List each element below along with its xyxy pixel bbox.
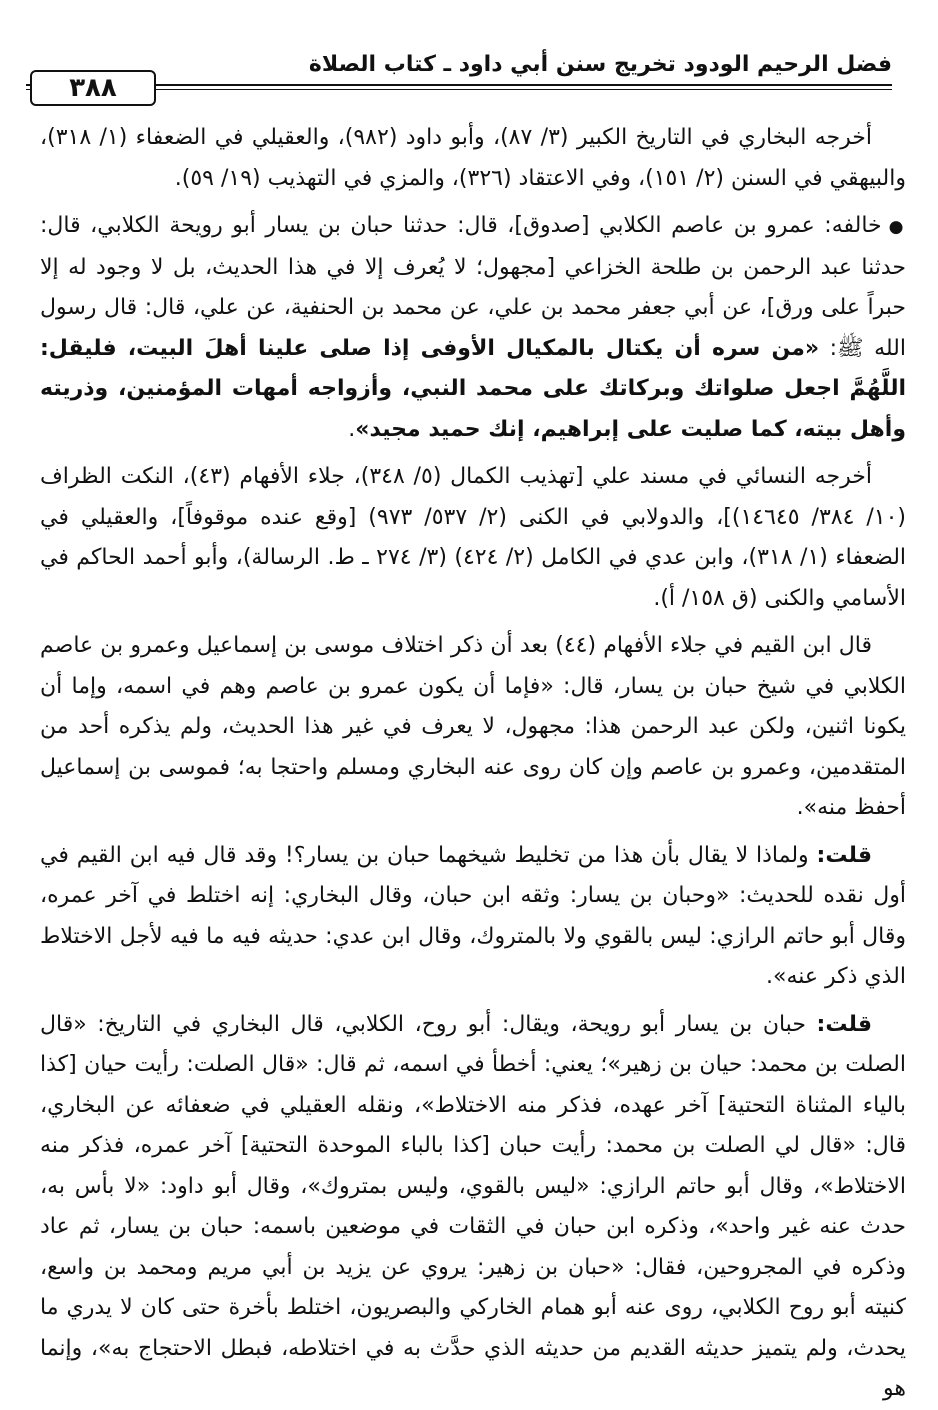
paragraph-takhrij-2 [40,457,906,619]
running-title: فضل الرحيم الودود تخريج سنن أبي داود ـ كتاب الصلاة [308,52,892,77]
paragraph-ibn-qayyim [40,626,906,829]
paragraph-text: قال ابن القيم في جلاء الأفهام (٤٤) بعد أن ذكر اختلاف موسى بن إسماعيل وعمرو بن عاصم الكلابي في شيخ حبان بن يسار، قال: «فإما أن يكون عمرو بن عاصم وهم في اسمه، وإما أن يكونا اثنين، ولكن عبد الرحمن هذا: مجهول، لا يعرف في غير هذا الحديث، ولم يذكره أحد من المتقدمين، وعمرو بن عاصم وإن كان روى عنه البخاري ومسلم واحتجا به؛ فموسى بن إسماعيل أحفظ منه». [40,633,906,820]
paragraph-text: أخرجه البخاري في التاريخ الكبير (٣/ ٨٧)، وأبو داود (٩٨٢)، والعقيلي في الضعفاء (١/ ٣١٨)، والبيهقي في السنن (٢/ ١٥١)، وفي الاعتقاد (٣٢٦)، والمزي في التهذيب (١٩/ ٥٩). [40,125,906,191]
note-label: قلت: [816,842,872,868]
page-number: ٣٨٨ [69,73,117,103]
paragraph-hadith [40,206,906,450]
hadith-matn: «من سره أن يكتال بالمكيال الأوفى إذا صلى علينا أهلَ البيت، فليقل: اللَّهُمَّ اجعل صلواتك وبركاتك على محمد النبي، وأزواجه أمهات المؤمنين، وذريته وأهل بيته، كما صليت على إبراهيم، إنك حميد مجيد» [40,335,906,442]
paragraph-note-2 [40,1005,906,1410]
page-header [26,50,892,103]
paragraph-text: ولماذا لا يقال بأن هذا من تخليط شيخهما حبان بن يسار؟! وقد قال فيه ابن القيم في أول نقده للحديث: «وحبان بن يسار: وثقه ابن حبان، وقال البخاري: إنه اختلط في آخر عمره، وقال أبو حاتم الرازي: ليس بالقوي ولا بالمتروك، وقال ابن عدي: حديثه فيه ما فيه لأجل الاختلاط الذي ذكر عنه». [40,842,906,989]
bullet-icon: ● [888,217,906,237]
page-body [40,118,907,1401]
page-number-box [30,70,156,106]
paragraph-note-1 [40,836,906,998]
paragraph-text: خالفه: عمرو بن عاصم الكلابي [صدوق]، قال: حدثنا حبان بن يسار أبو رويحة الكلابي، قال: حدثنا عبد الرحمن بن طلحة الخزاعي [مجهول؛ لا يُعرف إلا في هذا الحديث، بل لا وجود له إلا حبراً على ورق]، عن أبي جعفر محمد بن علي، عن محمد بن الحنفية، عن علي، قال: قال رسول الله ﷺ: [40,213,906,361]
paragraph-text: حبان بن يسار أبو رويحة، ويقال: أبو روح، الكلابي، قال البخاري في التاريخ: «قال الصلت بن محمد: حيان بن زهير»؛ يعني: أخطأ في اسمه، ثم قال: «قال الصلت: رأيت حيان [كذا بالياء المثناة التحتية] آخر عهده، فذكر منه الاختلاط»، ونقله العقيلي في ضعفائه عن البخاري، قال: «قال لي الصلت بن محمد: رأيت حبان [كذا بالباء الموحدة التحتية] آخر عمره، فذكر منه الاختلاط»، وقال أبو حاتم الرازي: «ليس بالقوي، وليس بمتروك»، وقال أبو داود: «لا بأس به، حدث عنه غير واحد»، وذكره ابن حبان في الثقات في موضعين باسمه: حبان بن يسار، ثم عاد وذكره في المجروحين، فقال: «حبان بن زهير: يروي عن يزيد بن أبي مريم ومحمد بن واسع، كنيته أبو روح الكلابي، روى عنه أبو همام الخاركي والبصريون، اختلط بأخرة حتى كان لا يدري ما يحدث، ولم يتميز حديثه القديم من حديثه الذي حدَّث به في اختلاطه، فبطل الاحتجاج به»، وإنما هو [40,1011,906,1401]
paragraph-text: أخرجه النسائي في مسند علي [تهذيب الكمال (٥/ ٣٤٨)، جلاء الأفهام (٤٣)، النكت الظراف (١٠/ ٣٨٤/ ١٤٦٤٥)]، والدولابي في الكنى (٢/ ٥٣٧/ ٩٧٣) [وقع عنده موقوفاً]، والعقيلي في الضعفاء (١/ ٣١٨)، وابن عدي في الكامل (٢/ ٤٢٤) (٣/ ٢٧٤ ـ ط. الرسالة)، وأبو أحمد الحاكم في الأسامي والكنى (ق ١٥٨/ أ). [40,464,907,611]
paragraph-end: . [348,416,356,442]
note-label: قلت: [816,1011,872,1037]
paragraph-takhrij-1 [40,118,906,199]
